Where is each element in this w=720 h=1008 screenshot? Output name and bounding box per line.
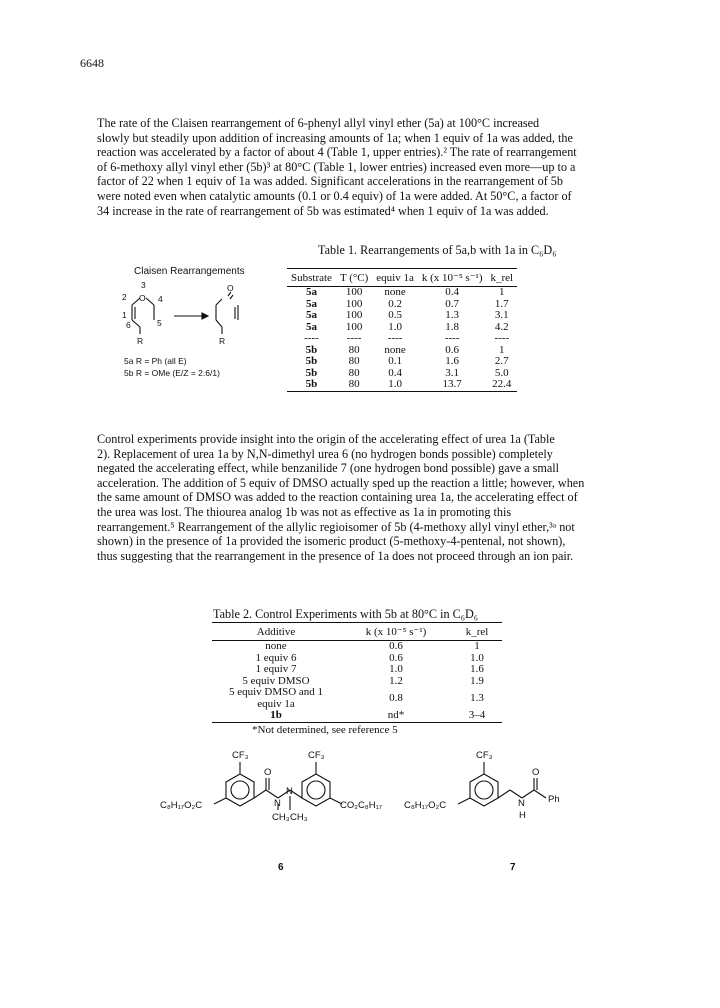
column-header: equiv 1a	[372, 269, 418, 287]
text-line: rearrangement.⁵ Rearrangement of the allylic regioisomer of 5b (4-methoxy allyl vinyl ether,³ᵃ not	[97, 519, 575, 534]
table-cell: 4.2	[494, 320, 509, 333]
claisen-reaction-drawing	[118, 278, 248, 358]
table-cell: 1.0	[388, 320, 402, 333]
table-row	[287, 356, 517, 368]
table-cell: 5 equiv DMSO and 1 equiv 1a	[228, 686, 324, 710]
table2	[212, 622, 502, 723]
table-row	[212, 687, 502, 710]
table-header-row	[287, 269, 517, 287]
table-cell: 22.4	[486, 379, 517, 391]
table-cell: 1.0	[372, 379, 418, 391]
compound6-label: CO₂C₈H₁₇	[340, 800, 383, 811]
table-cell: 1.0	[470, 651, 484, 664]
table-cell: 2.7	[494, 355, 509, 367]
table-cell: 1.3	[470, 691, 484, 704]
table-cell: 1	[499, 343, 505, 356]
table-cell: 3.1	[494, 309, 509, 321]
table-cell: 0.5	[388, 309, 402, 321]
table-cell: 0.4	[445, 286, 460, 298]
table-row	[287, 379, 517, 391]
column-header: Substrate	[287, 269, 336, 287]
table-cell: 100	[345, 320, 363, 333]
scheme-legend-5a: 5a R = Ph (all E)	[124, 356, 187, 366]
text-line: negated the accelerating effect, while benzanilide 7 (one hydrogen bond possible) gave a small	[97, 461, 560, 476]
table-cell: 13.7	[418, 379, 487, 391]
table-cell: 1.3	[445, 309, 460, 321]
text-line: thus suggesting that the rearrangement in the presence of 1a does not proceed through an ion pair.	[97, 548, 574, 563]
table-cell: none	[265, 640, 287, 652]
table-cell: 100	[345, 286, 363, 298]
table-cell: 80	[336, 379, 372, 391]
paragraph-claisen-rates	[97, 116, 642, 218]
atom-label: R	[219, 336, 226, 346]
table-cell: 5a	[305, 320, 317, 333]
table-cell: 5a	[305, 286, 317, 298]
table-row	[212, 664, 502, 676]
text-line: 34 increase in the rate of rearrangement of 5b was estimated⁴ when 1 equiv of 1a was added.	[97, 203, 549, 218]
structure-drawings	[160, 744, 580, 844]
table-cell: 0.8	[389, 691, 403, 704]
table-cell: 1 equiv 7	[255, 663, 297, 675]
compound7-label: C₈H₁₇O₂C	[404, 800, 447, 811]
compound-structures	[160, 744, 580, 849]
table-cell: ----	[304, 332, 319, 344]
table-cell: nd*	[340, 710, 452, 722]
table-cell: 5b	[287, 379, 336, 391]
table-cell: ----	[494, 332, 510, 344]
atom-label: O	[227, 283, 234, 293]
text-line: the same amount of DMSO was added to the reaction containing urea 1a, the accelerating effect of	[97, 490, 578, 505]
table-cell: none	[384, 343, 406, 356]
compound6-label: O	[264, 767, 272, 778]
compound6-label: N	[274, 798, 281, 809]
table-row	[287, 368, 517, 380]
table-cell: 1	[474, 640, 480, 652]
compound6-label: N	[286, 786, 293, 797]
table-cell: 5a	[305, 297, 317, 310]
table-header-row	[212, 623, 502, 641]
compound7-label: O	[532, 767, 540, 778]
table-row	[212, 710, 502, 722]
compound6-label: CF₃	[232, 750, 249, 761]
table-cell: 1 equiv 6	[255, 651, 297, 664]
table-cell: 5.0	[494, 366, 509, 379]
table-row	[287, 345, 517, 357]
text-line: were noted even when catalytic amounts (0.1 or 0.4 equiv) of 1a were added. At 50°C, a factor of	[97, 188, 572, 203]
table-cell: 5b	[305, 366, 318, 379]
atom-label: 3	[141, 280, 146, 290]
column-header: k (x 10⁻⁵ s⁻¹)	[340, 623, 452, 641]
table-cell: 5b	[305, 343, 318, 356]
column-header: k_rel	[486, 269, 517, 287]
table-row	[287, 299, 517, 311]
column-header: k (x 10⁻⁵ s⁻¹)	[418, 269, 487, 287]
text-line: slowly but steadily upon addition of increasing amounts of 1a; when 1 equiv of 1a was added, the	[97, 130, 573, 145]
compound-number-6: 6	[278, 862, 284, 873]
table-cell: ----	[387, 332, 403, 344]
text-line: of 6-methoxy allyl vinyl ether (5b)³ at 80°C (Table 1, lower entries) increased even more—up to a	[97, 159, 576, 174]
table-cell: 5a	[305, 309, 317, 321]
compound6-label: C₈H₁₇O₂C	[160, 800, 203, 811]
table-cell: 0.2	[388, 297, 402, 310]
text-line: Control experiments provide insight into the origin of the accelerating effect of urea 1a (Table	[97, 432, 555, 446]
table-cell: 1.8	[445, 320, 460, 333]
table-cell: 0.6	[445, 343, 460, 356]
table-cell: 1	[499, 286, 505, 298]
table-row	[287, 287, 517, 299]
table-cell: 80	[348, 366, 360, 379]
compound7-label: Ph	[548, 794, 560, 805]
table-cell: 1b	[212, 710, 340, 722]
table-row	[212, 641, 502, 653]
table-cell: ----	[346, 332, 362, 344]
table-cell: 0.4	[388, 366, 402, 379]
table-cell: 3.1	[445, 366, 460, 379]
compound6-label: CH₃	[272, 812, 290, 823]
table-cell: 3–4	[452, 710, 502, 722]
table2-footnote: *Not determined, see reference 5	[252, 724, 398, 736]
table-cell: 5 equiv DMSO	[242, 674, 310, 687]
text-line: 2). Replacement of urea 1a by N,N-dimethyl urea 6 (no hydrogen bonds possible) completely	[97, 446, 553, 461]
table-cell: 1.7	[494, 297, 509, 310]
atom-label: 2	[122, 292, 127, 302]
table-cell: 1.2	[389, 674, 403, 687]
table-cell: none	[384, 286, 406, 298]
atom-label: 6	[126, 320, 131, 330]
text-line: the urea was lost. The thiourea analog 1b was not as effective as 1a in promoting this	[97, 504, 512, 519]
table-row	[287, 322, 517, 334]
table-row	[287, 333, 517, 345]
text-line: acceleration. The addition of 5 equiv of DMSO actually sped up the reaction a little; however, when	[97, 475, 585, 490]
table-cell: ----	[444, 332, 460, 344]
table-cell: 0.7	[445, 297, 460, 310]
table-cell: 0.6	[389, 651, 403, 664]
text-line: reaction was accelerated by a factor of about 4 (Table 1, upper entries).² The rate of rearrangement	[97, 145, 577, 160]
compound6-label: CF₃	[308, 750, 325, 761]
table-cell: 100	[345, 297, 363, 310]
atom-label: 5	[157, 318, 162, 328]
table1-caption: Table 1. Rearrangements of 5a,b with 1a in C₆D₆	[318, 243, 557, 257]
text-line: factor of 22 when 1 equiv of 1a was added. Significant accelerations in the rearrangement of 5b	[97, 174, 563, 189]
table-cell: 100	[345, 309, 363, 321]
table-cell: 80	[348, 343, 360, 356]
page-number: 6648	[80, 56, 104, 70]
table-cell: 80	[348, 355, 360, 367]
table-cell: 1.0	[389, 663, 403, 675]
table-cell: 0.1	[388, 355, 402, 367]
scheme-legend-5b: 5b R = OMe (E/Z = 2.6/1)	[124, 368, 220, 378]
atom-label: R	[137, 336, 144, 346]
column-header: k_rel	[452, 623, 502, 641]
table-cell: 1.6	[445, 355, 460, 367]
compound-number-7: 7	[510, 862, 516, 873]
table2-caption: Table 2. Control Experiments with 5b at 80°C in C₆D₆	[213, 607, 479, 621]
table-row	[287, 310, 517, 322]
text-line: The rate of the Claisen rearrangement of 6-phenyl allyl vinyl ether (5a) at 100°C increased	[97, 116, 540, 130]
compound7-label: N	[518, 798, 525, 809]
compound7-label: CF₃	[476, 750, 493, 761]
column-header: T (°C)	[336, 269, 372, 287]
table-cell: 0.6	[389, 640, 403, 652]
paragraph-control-experiments	[97, 432, 642, 563]
compound7-label: H	[519, 810, 526, 821]
atom-label: 4	[158, 294, 163, 304]
text-line: shown) in the presence of 1a provided the isomeric product (5-methoxy-4-pentenal, not shown),	[97, 534, 566, 549]
table-cell: 1.9	[470, 674, 484, 687]
compound6-label: CH₃	[290, 812, 308, 823]
atom-label: O	[139, 293, 146, 303]
table-cell: 5b	[305, 355, 318, 367]
atom-label: 1	[122, 310, 127, 320]
scheme-title: Claisen Rearrangements	[134, 266, 245, 277]
column-header: Additive	[212, 623, 340, 641]
table-cell: 1.6	[470, 663, 484, 675]
table1	[287, 268, 517, 392]
